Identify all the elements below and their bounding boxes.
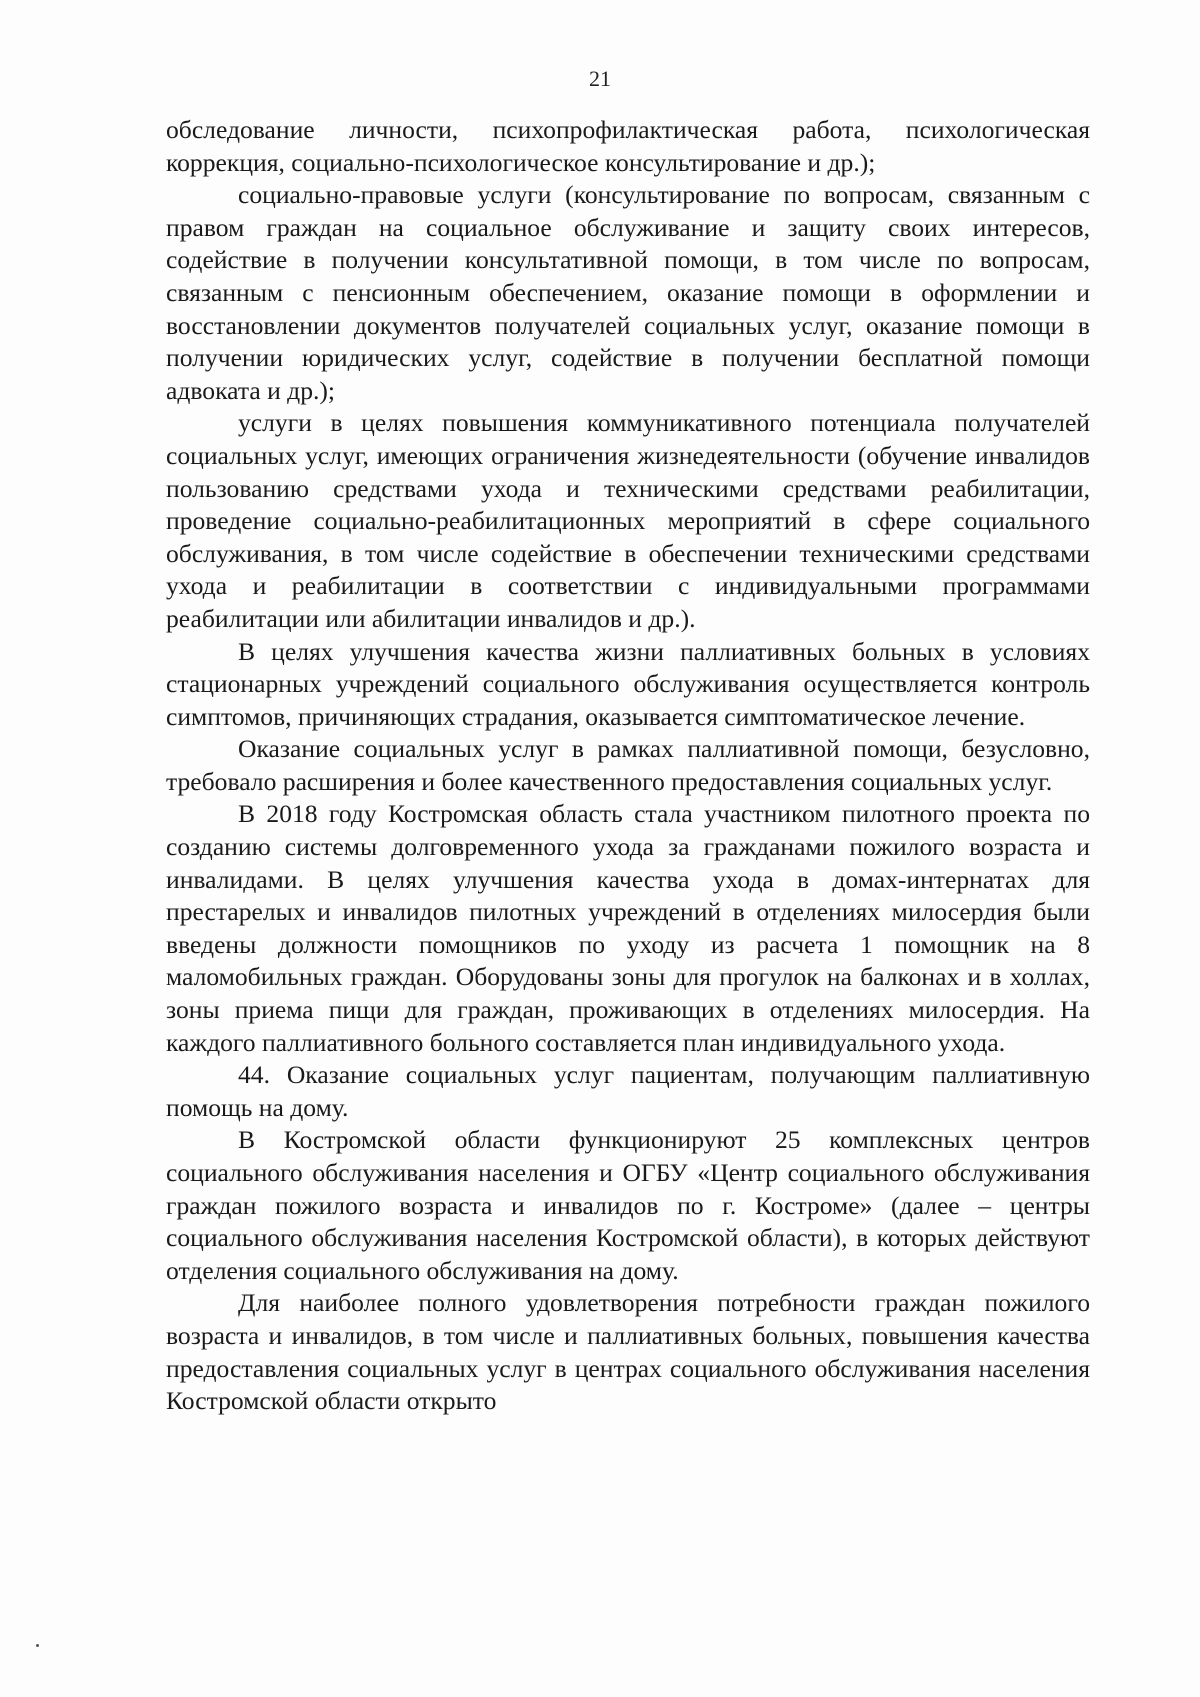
paragraph-4: В целях улучшения качества жизни паллиативных больных в условиях стационарных учреждений социального обслуживания осуществляется контроль симптомов, причиняющих страдания, оказывается симптоматическое лечение. (166, 636, 1090, 731)
paragraph-8: В Костромской области функционируют 25 комплексных центров социального обслуживания населения и ОГБУ «Центр социального обслуживания граждан пожилого возраста и инвалидов по г. Костроме» (далее – центры социального обслуживания населения Костромской области), в которых действуют отделения социального обслуживания на дому. (166, 1125, 1090, 1285)
paragraph-9: Для наиболее полного удовлетворения потребности граждан пожилого возраста и инвалидов, в том числе и паллиативных больных, повышения качества предоставления социальных услуг в центрах социального обслуживания населения Костромской области открыто (166, 1288, 1090, 1416)
paragraph-3: услуги в целях повышения коммуникативного потенциала получателей социальных услуг, имеющих ограничения жизнедеятельности (обучение инвалидов пользованию средствами ухода и техническими средствами реабилитации, проведение социально-реабилитационных мероприятий в сфере социального обслуживания, в том числе содействие в обеспечении техническими средствами ухода и реабилитации в соответствии с индивидуальными программами реабилитации или абилитации инвалидов и др.). (166, 408, 1090, 633)
page-number: 21 (589, 66, 611, 91)
paragraph-5: Оказание социальных услуг в рамках паллиативной помощи, безусловно, требовало расширения и более качественного предоставления социальных услуг. (166, 734, 1090, 796)
paragraph-6: В 2018 году Костромская область стала участником пилотного проекта по созданию системы долговременного ухода за гражданами пожилого возраста и инвалидами. В целях улучшения качества ухода в домах-интернатах для престарелых и инвалидов пилотных учреждений в отделениях милосердия были введены должности помощников по уходу из расчета 1 помощник на 8 маломобильных граждан. Оборудованы зоны для прогулок на балконах и в холлах, зоны приема пищи для граждан, проживающих в отделениях милосердия. На каждого паллиативного больного составляется план индивидуального ухода. (166, 799, 1090, 1057)
paragraph-2: социально-правовые услуги (консультирование по вопросам, связанным с правом граждан на социальное обслуживание и защиту своих интересов, содействие в получении консультативной помощи, в том числе по вопросам, связанным с пенсионным обеспечением, оказание помощи в оформлении и восстановлении документов получателей социальных услуг, оказание помощи в получении юридических услуг, содействие в получении бесплатной помощи адвоката и др.); (166, 180, 1090, 405)
paragraph-7: 44. Оказание социальных услуг пациентам, получающим паллиативную помощь на дому. (166, 1060, 1090, 1122)
scan-speck (36, 1644, 39, 1647)
paragraph-1: обследование личности, психопрофилактическая работа, психологическая коррекция, социально-психологическое консультирование и др.); (166, 115, 1090, 177)
document-body (166, 114, 1090, 1418)
